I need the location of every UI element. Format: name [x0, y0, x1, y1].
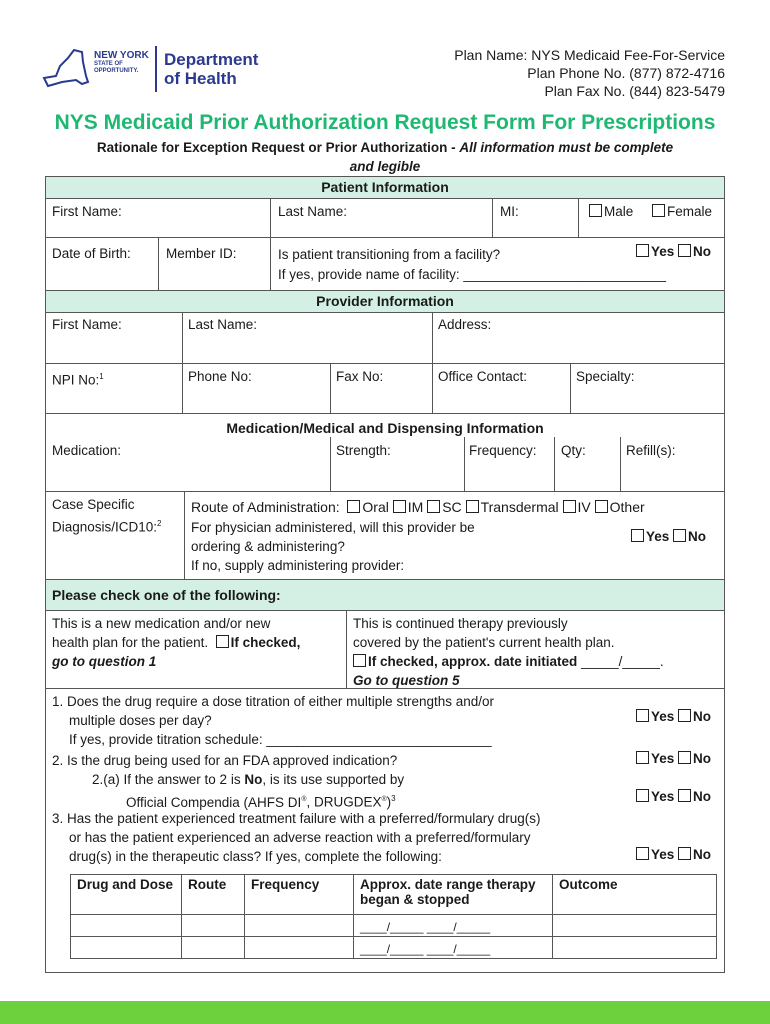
drug-history-table	[70, 874, 717, 959]
col-frequency: Frequency	[245, 875, 354, 915]
q3-no-checkbox[interactable]	[678, 847, 691, 860]
refills-field[interactable]: Refill(s):	[626, 443, 676, 458]
page-subtitle	[60, 138, 710, 176]
plan-phone: Plan Phone No. (877) 872-4716	[527, 65, 725, 81]
new-medication-checkbox[interactable]	[216, 635, 229, 648]
logo-state-line2: STATE OF	[94, 61, 123, 67]
provider-specialty[interactable]: Specialty:	[576, 369, 635, 384]
q1-no-checkbox[interactable]	[678, 709, 691, 722]
facility-yes-checkbox[interactable]	[636, 244, 649, 257]
route-transdermal-checkbox[interactable]	[466, 500, 479, 513]
question-2: 2. Is the drug being used for an FDA approved indication?	[52, 753, 398, 768]
facility-transition-question: Is patient transitioning from a facility?	[278, 247, 501, 262]
subtitle-bold: Rationale for Exception Request or Prior Authorization -	[96, 140, 460, 155]
provider-first-name[interactable]: First Name:	[52, 317, 122, 332]
question-2a: 2.(a) If the answer to 2 is No, is its use supported by Official Compendia (AHFS DI®, DRUGDEX®)$^3$	[92, 772, 405, 810]
q3-yes-no[interactable]: Yes No	[636, 847, 711, 862]
plan-fax: Plan Fax No. (844) 823-5479	[544, 83, 725, 99]
prior-auth-form	[45, 176, 725, 973]
q2-yes-no[interactable]: Yes No	[636, 751, 711, 766]
patient-mi[interactable]: MI:	[500, 204, 519, 219]
plan-name: Plan Name: NYS Medicaid Fee-For-Service	[454, 47, 725, 63]
question-3: 3. Has the patient experienced treatment failure with a preferred/formulary drug(s) or has the patient experienced an adverse reaction with a preferred/formulary drug(s) in the therapeutic class? If yes, complete the following:	[52, 811, 541, 864]
frequency-field[interactable]: Frequency:	[469, 443, 537, 458]
col-outcome: Outcome	[553, 875, 717, 915]
col-date-range: Approx. date range therapy began & stopped	[354, 875, 553, 915]
female-checkbox[interactable]	[652, 204, 665, 217]
footer-bar	[0, 1001, 770, 1024]
q2-yes-checkbox[interactable]	[636, 751, 649, 764]
q1-yes-checkbox[interactable]	[636, 709, 649, 722]
patient-last-name[interactable]: Last Name:	[278, 204, 348, 219]
physician-administered-question: For physician administered, will this provider be ordering & administering? If no, supply administering provider:	[191, 520, 475, 573]
qty-field[interactable]: Qty:	[561, 443, 586, 458]
q2a-yes-checkbox[interactable]	[636, 789, 649, 802]
provider-office-contact[interactable]: Office Contact:	[438, 369, 528, 384]
q2a-yes-no[interactable]: Yes No	[636, 789, 711, 804]
table-row[interactable]: ____/_____ ____/_____	[71, 915, 717, 937]
provider-npi[interactable]: NPI No:$^1$	[52, 372, 104, 388]
logo-dept-line1: Department	[164, 50, 259, 69]
gender-female[interactable]: Female	[652, 202, 712, 221]
subtitle-italic1: All information must be complete	[459, 140, 674, 155]
facility-no-checkbox[interactable]	[678, 244, 691, 257]
page-title: NYS Medicaid Prior Authorization Request Form For Prescriptions	[54, 111, 716, 134]
provider-phone[interactable]: Phone No:	[188, 369, 252, 384]
facility-name-field[interactable]: If yes, provide name of facility: ___________________________	[278, 267, 667, 282]
gender-male[interactable]: Male	[589, 202, 633, 221]
route-iv-checkbox[interactable]	[563, 500, 576, 513]
physician-no-checkbox[interactable]	[673, 529, 686, 542]
patient-dob[interactable]: Date of Birth:	[52, 246, 131, 261]
continued-therapy-option: This is continued therapy previously covered by the patient's current health plan. If checked, approx. date initiated _____/_____. Go to question 5	[353, 616, 664, 688]
q1-yes-no[interactable]: Yes No	[636, 709, 711, 724]
continued-therapy-checkbox[interactable]	[353, 654, 366, 667]
physician-yes-checkbox[interactable]	[631, 529, 644, 542]
physician-yes-no[interactable]: Yes No	[631, 529, 706, 544]
medication-field[interactable]: Medication:	[52, 443, 122, 458]
route-oral-checkbox[interactable]	[347, 500, 360, 513]
male-checkbox[interactable]	[589, 204, 602, 217]
logo-dept-line2: of Health	[164, 69, 237, 88]
route-im-checkbox[interactable]	[393, 500, 406, 513]
logo-state-line3: OPPORTUNITY.	[94, 68, 139, 74]
col-drug-and-dose: Drug and Dose	[71, 875, 182, 915]
plan-info	[454, 46, 725, 100]
strength-field[interactable]: Strength:	[336, 443, 391, 458]
provider-last-name[interactable]: Last Name:	[188, 317, 258, 332]
provider-address[interactable]: Address:	[438, 317, 492, 332]
new-medication-option: This is a new medication and/or new health plan for the patient. If checked, go to question 1	[52, 616, 301, 669]
patient-first-name[interactable]: First Name:	[52, 204, 122, 219]
provider-fax[interactable]: Fax No:	[336, 369, 384, 384]
patient-member-id[interactable]: Member ID:	[166, 246, 237, 261]
subtitle-italic2: and legible	[349, 159, 421, 174]
nys-logo	[42, 44, 264, 96]
table-row[interactable]: ____/_____ ____/_____	[71, 937, 717, 959]
route-other-checkbox[interactable]	[595, 500, 608, 513]
q2-no-checkbox[interactable]	[678, 751, 691, 764]
logo-state-line1: NEW YORK	[94, 50, 149, 61]
new-york-state-map-icon	[42, 48, 90, 90]
col-route: Route	[182, 875, 245, 915]
question-1: 1. Does the drug require a dose titration of either multiple strengths and/or multiple doses per day? If yes, provide titration schedule: ______________________________	[52, 694, 494, 747]
check-one-header: Please check one of the following:	[46, 580, 724, 610]
facility-yes-no[interactable]: Yes No	[636, 244, 711, 259]
q3-yes-checkbox[interactable]	[636, 847, 649, 860]
diagnosis-field[interactable]: Case Specific Diagnosis/ICD10:$^2$	[52, 497, 162, 535]
patient-info-header: Patient Information	[46, 177, 724, 198]
route-of-administration: Route of Administration: Oral IM SC Transdermal IV Other	[191, 499, 645, 515]
provider-info-header: Provider Information	[46, 291, 724, 312]
route-sc-checkbox[interactable]	[427, 500, 440, 513]
medication-info-header: Medication/Medical and Dispensing Information	[46, 418, 724, 438]
q2a-no-checkbox[interactable]	[678, 789, 691, 802]
